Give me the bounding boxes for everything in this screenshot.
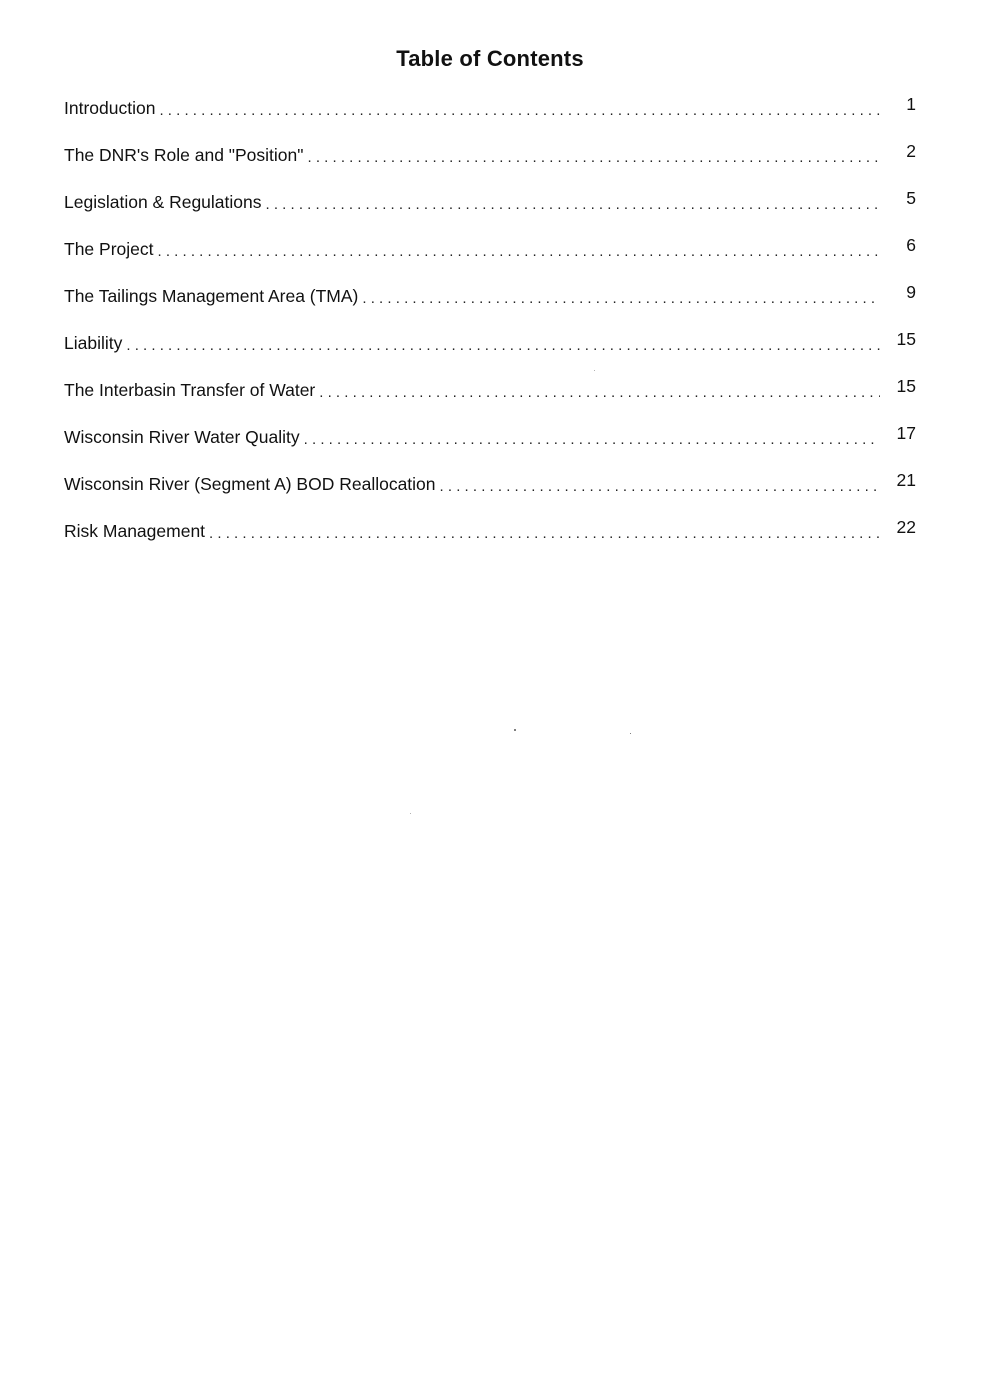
toc-entry-page-number: 1 bbox=[906, 94, 916, 114]
toc-entry-label: The Tailings Management Area (TMA) bbox=[64, 286, 359, 306]
toc-entry-project[interactable] bbox=[64, 235, 916, 286]
toc-entry-page-number: 5 bbox=[906, 188, 916, 208]
dot-leader bbox=[159, 102, 880, 119]
toc-entry-bod-reallocation[interactable] bbox=[64, 470, 916, 521]
toc-entry-introduction[interactable] bbox=[64, 94, 916, 145]
toc-entry-risk-management[interactable] bbox=[64, 517, 916, 568]
dot-leader bbox=[209, 525, 880, 542]
toc-entry-label: Risk Management bbox=[64, 521, 206, 541]
scan-speck bbox=[514, 729, 516, 731]
toc-entry-tailings[interactable] bbox=[64, 282, 916, 333]
toc-entry-page-number: 15 bbox=[896, 376, 916, 396]
toc-entry-page-number: 6 bbox=[906, 235, 916, 255]
dot-leader bbox=[266, 196, 881, 213]
scan-speck bbox=[410, 813, 411, 814]
toc-entry-legislation[interactable] bbox=[64, 188, 916, 239]
toc-entry-label: The Interbasin Transfer of Water bbox=[64, 380, 316, 400]
dot-leader bbox=[319, 384, 880, 401]
toc-entry-label: Liability bbox=[64, 333, 123, 353]
toc-entry-page-number: 21 bbox=[896, 470, 916, 490]
toc-entry-page-number: 22 bbox=[896, 517, 916, 537]
scan-speck bbox=[630, 733, 631, 734]
toc-list bbox=[64, 94, 916, 568]
dot-leader bbox=[440, 478, 880, 495]
toc-entry-page-number: 2 bbox=[906, 141, 916, 161]
scan-speck bbox=[594, 370, 595, 371]
toc-entry-label: The DNR's Role and "Position" bbox=[64, 145, 304, 165]
toc-entry-interbasin[interactable] bbox=[64, 376, 916, 427]
dot-leader bbox=[304, 431, 880, 448]
dot-leader bbox=[362, 290, 880, 307]
page-title: Table of Contents bbox=[396, 46, 584, 71]
toc-entry-label: Introduction bbox=[64, 98, 156, 118]
toc-entry-page-number: 17 bbox=[896, 423, 916, 443]
toc-entry-label: The Project bbox=[64, 239, 154, 259]
toc-entry-liability[interactable] bbox=[64, 329, 916, 380]
toc-entry-water-quality[interactable] bbox=[64, 423, 916, 474]
toc-entry-dnr-role[interactable] bbox=[64, 141, 916, 192]
dot-leader bbox=[126, 337, 880, 354]
toc-entry-label: Wisconsin River (Segment A) BOD Reallocation bbox=[64, 474, 436, 494]
dot-leader bbox=[307, 149, 880, 166]
toc-entry-page-number: 9 bbox=[906, 282, 916, 302]
toc-entry-label: Wisconsin River Water Quality bbox=[64, 427, 300, 447]
toc-entry-page-number: 15 bbox=[896, 329, 916, 349]
toc-entry-label: Legislation & Regulations bbox=[64, 192, 262, 212]
dot-leader bbox=[157, 243, 880, 260]
